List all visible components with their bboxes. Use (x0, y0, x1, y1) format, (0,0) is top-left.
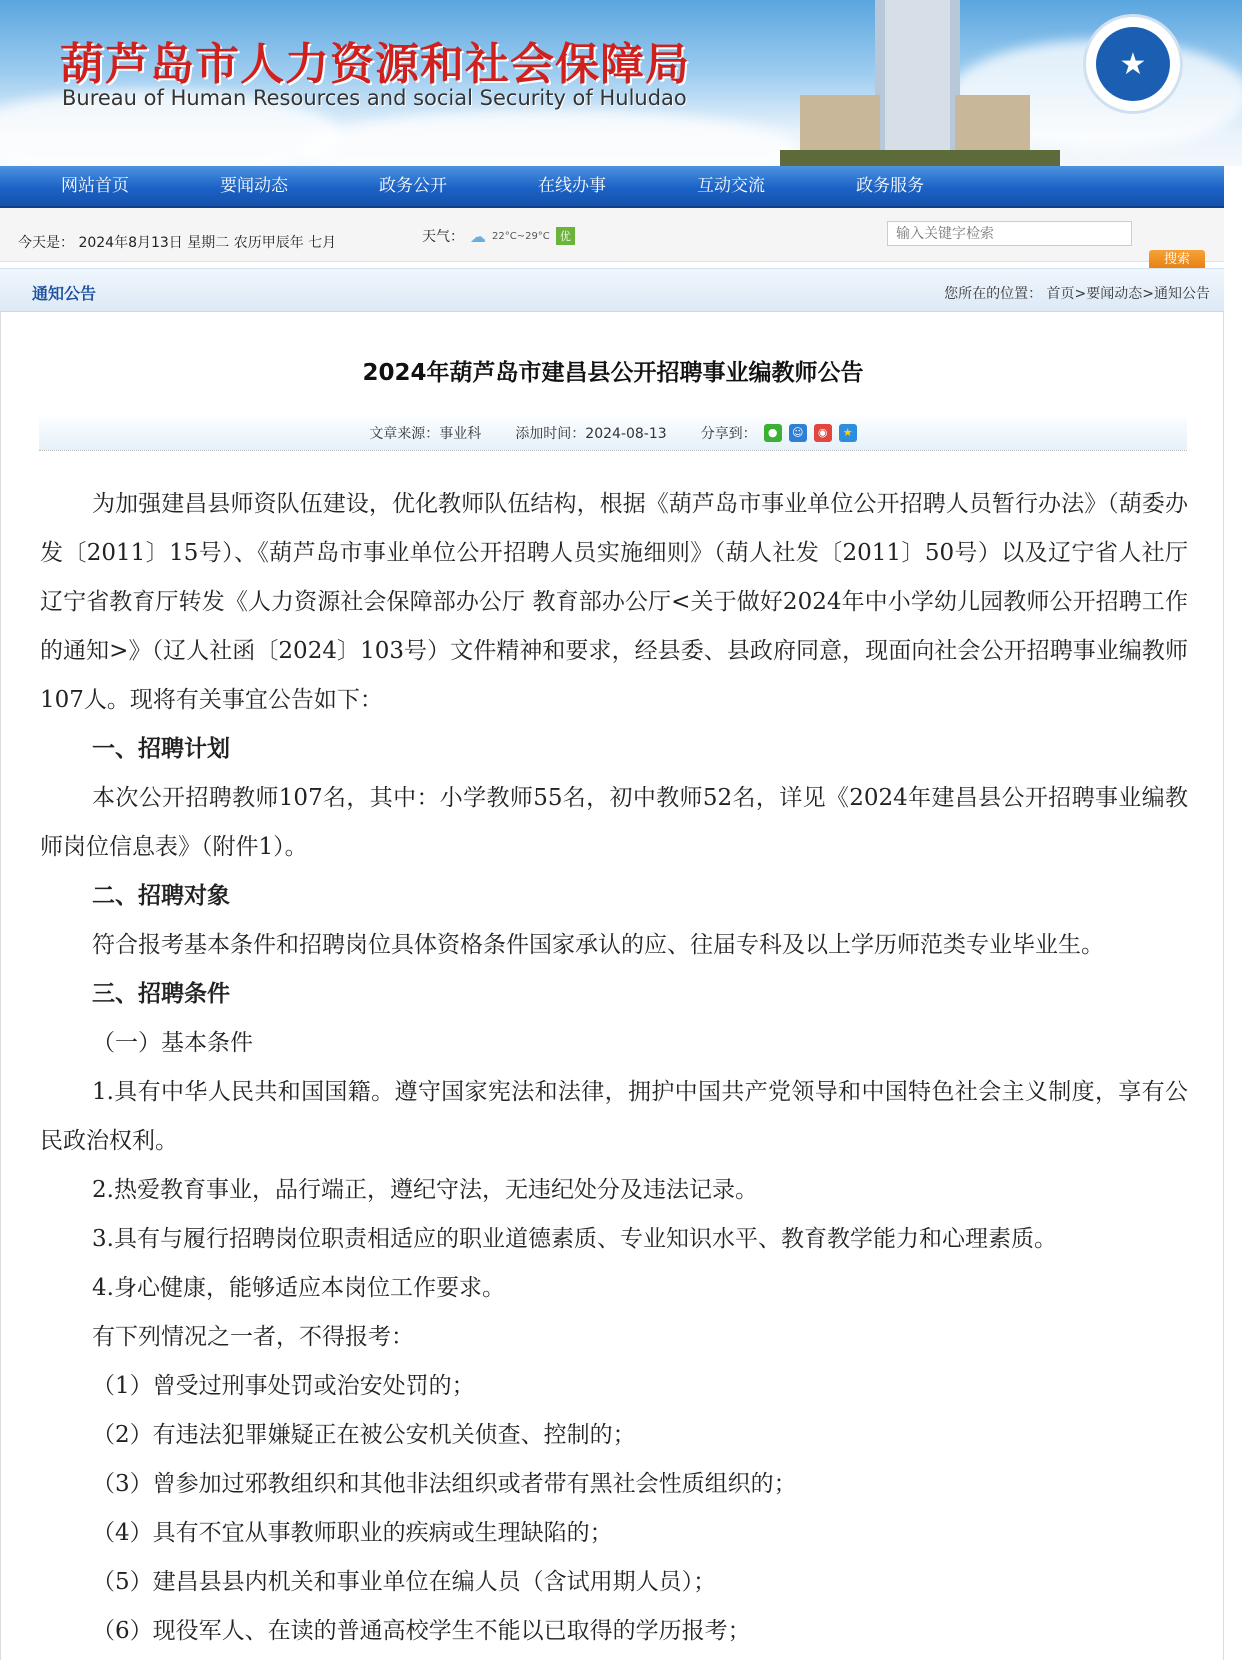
section-heading: 一、招聘计划 (92, 736, 230, 762)
nav-home[interactable]: 网站首页 (61, 176, 129, 196)
section-heading: 二、招聘对象 (92, 883, 230, 909)
paragraph: 为加强建昌县师资队伍建设，优化教师队伍结构，根据《葫芦岛市事业单位公开招聘人员暂行办法》（葫委办发〔2011〕15号）、《葫芦岛市事业单位公开招聘人员实施细则》（葫人社发〔2011〕50号）以及辽宁省人社厅 辽宁省教育厅转发《人力资源社会保障部办公厅 教育部办公厅<关于做好2024年中小学幼儿园教师公开招聘工作的通知>》（辽人社函〔2024〕103号）文件精神和要求，经县委、县政府同意，现面向社会公开招聘事业编教师107人。现将有关事宜公告如下： (40, 491, 1188, 713)
share-bar (701, 423, 857, 443)
paragraph: 3.具有与履行招聘岗位职责相适应的职业道德素质、专业知识水平、教育教学能力和心理素质。 (92, 1226, 1057, 1252)
article-container (0, 312, 1224, 1660)
article-meta (39, 415, 1187, 451)
weibo-icon[interactable]: ◉ (814, 424, 832, 442)
air-quality-badge: 优 (556, 227, 575, 245)
article-source: 文章来源：事业科 (369, 425, 482, 442)
temperature: 22°C~29°C (492, 230, 550, 242)
search-input[interactable] (887, 221, 1132, 246)
share-label: 分享到： (700, 425, 757, 442)
section-heading: 三、招聘条件 (92, 981, 230, 1007)
section-title: 通知公告 (32, 284, 97, 303)
paragraph: 1.具有中华人民共和国国籍。遵守国家宪法和法律，拥护中国共产党领导和中国特色社会主义制度，享有公民政治权利。 (40, 1079, 1188, 1154)
building-illustration (780, 0, 1060, 166)
site-header (0, 0, 1242, 166)
nav-interaction[interactable]: 互动交流 (697, 176, 765, 196)
qq-icon[interactable]: ☺ (789, 424, 807, 442)
nav-gov-affairs[interactable]: 政务公开 (379, 176, 447, 196)
cloudy-weather-icon: ☁ (470, 226, 486, 246)
paragraph: 符合报考基本条件和招聘岗位具体资格条件国家承认的应、往届专科及以上学历师范类专业毕业生。 (92, 932, 1104, 958)
list-item: （4）具有不宜从事教师职业的疾病或生理缺陷的； (92, 1520, 613, 1546)
article-date: 添加时间：2024-08-13 (515, 425, 667, 442)
main-nav (0, 166, 1224, 208)
site-title: 葫芦岛市人力资源和社会保障局 (60, 39, 690, 90)
emblem-icon: ★ (1096, 27, 1170, 101)
wechat-icon[interactable]: ● (764, 424, 782, 442)
list-item: （5）建昌县县内机关和事业单位在编人员（含试用期人员）； (92, 1569, 717, 1595)
paragraph: 4.身心健康，能够适应本岗位工作要求。 (92, 1275, 505, 1301)
breadcrumb[interactable]: 您所在的位置： 首页>要闻动态>通知公告 (944, 286, 1210, 302)
paragraph: （一）基本条件 (92, 1030, 253, 1056)
paragraph: 2.热爱教育事业，品行端正，遵纪守法，无违纪处分及违法记录。 (92, 1177, 758, 1203)
article-body (40, 480, 1188, 1656)
list-item: （6）现役军人、在读的普通高校学生不能以已取得的学历报考； (92, 1618, 751, 1644)
site-subtitle: Bureau of Human Resources and social Security of Huludao (62, 86, 687, 110)
nav-news[interactable]: 要闻动态 (220, 176, 288, 196)
weather-label: 天气： (422, 229, 464, 245)
city-emblem-logo (1083, 14, 1183, 114)
list-item: （2）有违法犯罪嫌疑正在被公安机关侦查、控制的； (92, 1422, 636, 1448)
nav-gov-services[interactable]: 政务服务 (856, 176, 924, 196)
list-item: （3）曾参加过邪教组织和其他非法组织或者带有黑社会性质组织的； (92, 1471, 797, 1497)
nav-online-services[interactable]: 在线办事 (538, 176, 606, 196)
paragraph: 本次公开招聘教师107名，其中：小学教师55名，初中教师52名，详见《2024年建昌县公开招聘事业编教师岗位信息表》（附件1）。 (40, 785, 1188, 860)
article-title: 2024年葫芦岛市建昌县公开招聘事业编教师公告 (362, 360, 864, 386)
info-bar (0, 208, 1224, 267)
paragraph: 有下列情况之一者，不得报考： (92, 1324, 414, 1350)
weather-widget (422, 226, 575, 246)
qzone-icon[interactable]: ★ (839, 424, 857, 442)
breadcrumb-bar (0, 268, 1224, 312)
current-date: 今天是： 2024年8月13日 星期二 农历甲辰年 七月 (18, 235, 337, 251)
list-item: （1）曾受过刑事处罚或治安处罚的； (92, 1373, 475, 1399)
search-button[interactable]: 搜索 (1149, 250, 1205, 270)
